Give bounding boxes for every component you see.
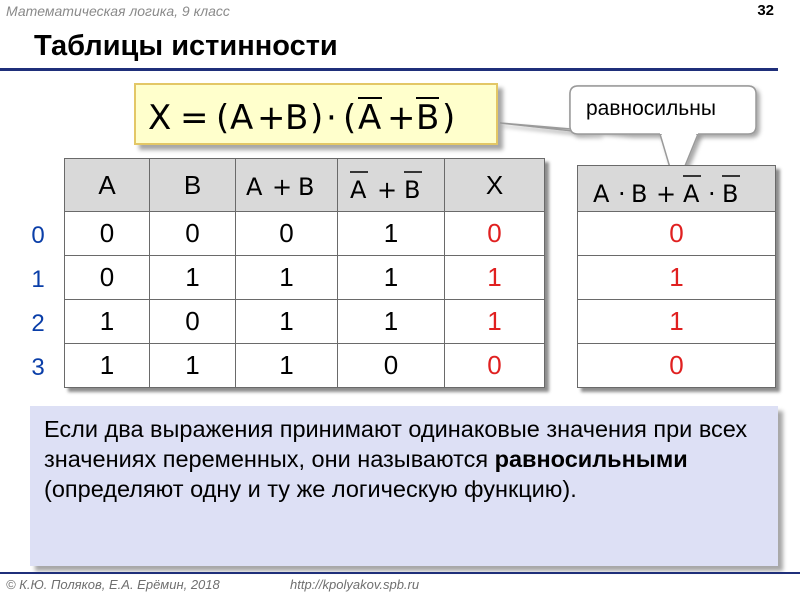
formula-var-a-2: A bbox=[358, 98, 382, 138]
cell-not-a-plus-not-b: 1 bbox=[338, 212, 445, 256]
cell-value: 0 bbox=[578, 212, 776, 256]
formula-expression bbox=[136, 85, 500, 147]
formula-plus-1: + bbox=[257, 98, 286, 138]
cell-value: 0 bbox=[578, 344, 776, 388]
cell-x: 1 bbox=[445, 256, 545, 300]
table-row bbox=[65, 344, 545, 388]
cell-a-plus-b: 0 bbox=[236, 212, 338, 256]
expr-not-a-plus-not-b bbox=[344, 165, 438, 205]
table-row bbox=[578, 344, 776, 388]
definition-box bbox=[30, 406, 778, 566]
cell-a: 1 bbox=[65, 300, 150, 344]
formula-lparen-2: ( bbox=[343, 98, 357, 138]
cell-x: 1 bbox=[445, 300, 545, 344]
formula-rparen-2: ) bbox=[442, 98, 456, 138]
svg-text:B: B bbox=[721, 179, 738, 208]
title-divider bbox=[0, 68, 778, 71]
row-index: 1 bbox=[31, 266, 45, 293]
row-index: 2 bbox=[31, 310, 45, 337]
table-row bbox=[578, 212, 776, 256]
truth-table-equivalent bbox=[577, 165, 776, 388]
definition-part-2: (определяют одну и ту же логическую функцию). bbox=[44, 476, 577, 502]
table-row bbox=[578, 300, 776, 344]
cell-x: 0 bbox=[445, 344, 545, 388]
definition-term: равносильными bbox=[494, 446, 688, 472]
formula-lhs: X bbox=[148, 98, 172, 138]
formula-var-a-1: A bbox=[230, 98, 254, 138]
cell-b: 0 bbox=[150, 300, 236, 344]
header-x: X bbox=[445, 159, 545, 212]
svg-text:+: + bbox=[377, 176, 398, 204]
page-title: Таблицы истинности bbox=[34, 30, 338, 62]
header-b: B bbox=[150, 159, 236, 212]
cell-x: 0 bbox=[445, 212, 545, 256]
formula-dot: · bbox=[326, 98, 337, 138]
cell-not-a-plus-not-b: 0 bbox=[338, 344, 445, 388]
cell-b: 1 bbox=[150, 256, 236, 300]
svg-text:·: · bbox=[617, 179, 626, 208]
truth-table-main bbox=[64, 158, 545, 388]
cell-a-plus-b: 1 bbox=[236, 344, 338, 388]
cell-a: 0 bbox=[65, 212, 150, 256]
formula-plus-2: + bbox=[387, 98, 416, 138]
formula-eq: = bbox=[180, 98, 209, 138]
cell-a-plus-b: 1 bbox=[236, 300, 338, 344]
footer-url[interactable]: http://kpolyakov.spb.ru bbox=[290, 577, 420, 592]
table-row bbox=[65, 300, 545, 344]
table-row bbox=[578, 256, 776, 300]
svg-text:A: A bbox=[592, 179, 609, 208]
table-row bbox=[65, 212, 545, 256]
formula-box bbox=[134, 83, 498, 145]
svg-text:A: A bbox=[350, 176, 367, 204]
footer-divider bbox=[0, 572, 800, 574]
header-equivalent-expr bbox=[578, 166, 776, 212]
expr-a-plus-b bbox=[242, 167, 332, 203]
expr-a-and-b-or-not-a-and-not-b bbox=[585, 169, 769, 209]
cell-b: 0 bbox=[150, 212, 236, 256]
header-a: A bbox=[65, 159, 150, 212]
table-header-row bbox=[65, 159, 545, 212]
row-index: 3 bbox=[31, 354, 45, 381]
formula-var-b-2: B bbox=[416, 98, 440, 138]
header-a-plus-b bbox=[236, 159, 338, 212]
svg-text:B: B bbox=[630, 179, 647, 208]
svg-text:A: A bbox=[245, 173, 262, 201]
cell-a: 1 bbox=[65, 344, 150, 388]
cell-b: 1 bbox=[150, 344, 236, 388]
footer-author: © К.Ю. Поляков, Е.А. Ерёмин, 2018 bbox=[6, 577, 220, 592]
cell-a: 0 bbox=[65, 256, 150, 300]
cell-not-a-plus-not-b: 1 bbox=[338, 300, 445, 344]
cell-not-a-plus-not-b: 1 bbox=[338, 256, 445, 300]
callout-label: равносильны bbox=[586, 97, 716, 120]
svg-text:B: B bbox=[297, 173, 314, 201]
svg-text:A: A bbox=[682, 179, 699, 208]
cell-value: 1 bbox=[578, 300, 776, 344]
formula-lparen-1: ( bbox=[216, 98, 230, 138]
table-row bbox=[65, 256, 545, 300]
cell-a-plus-b: 1 bbox=[236, 256, 338, 300]
row-index: 0 bbox=[31, 222, 45, 249]
definition-text bbox=[44, 414, 772, 504]
svg-text:·: · bbox=[707, 179, 716, 208]
svg-text:B: B bbox=[404, 176, 421, 204]
header-not-a-plus-not-b bbox=[338, 159, 445, 212]
formula-var-b-1: B bbox=[285, 98, 309, 138]
svg-text:+: + bbox=[271, 173, 292, 201]
svg-text:+: + bbox=[655, 179, 676, 208]
formula-rparen-1: ) bbox=[310, 98, 324, 138]
course-name: Математическая логика, 9 класс bbox=[6, 3, 230, 19]
table-header-row bbox=[578, 166, 776, 212]
slide-number: 32 bbox=[757, 2, 774, 19]
definition-part-1: Если два выражения принимают одинаковые значения при всех значениях переменных, они называются bbox=[44, 416, 748, 472]
cell-value: 1 bbox=[578, 256, 776, 300]
